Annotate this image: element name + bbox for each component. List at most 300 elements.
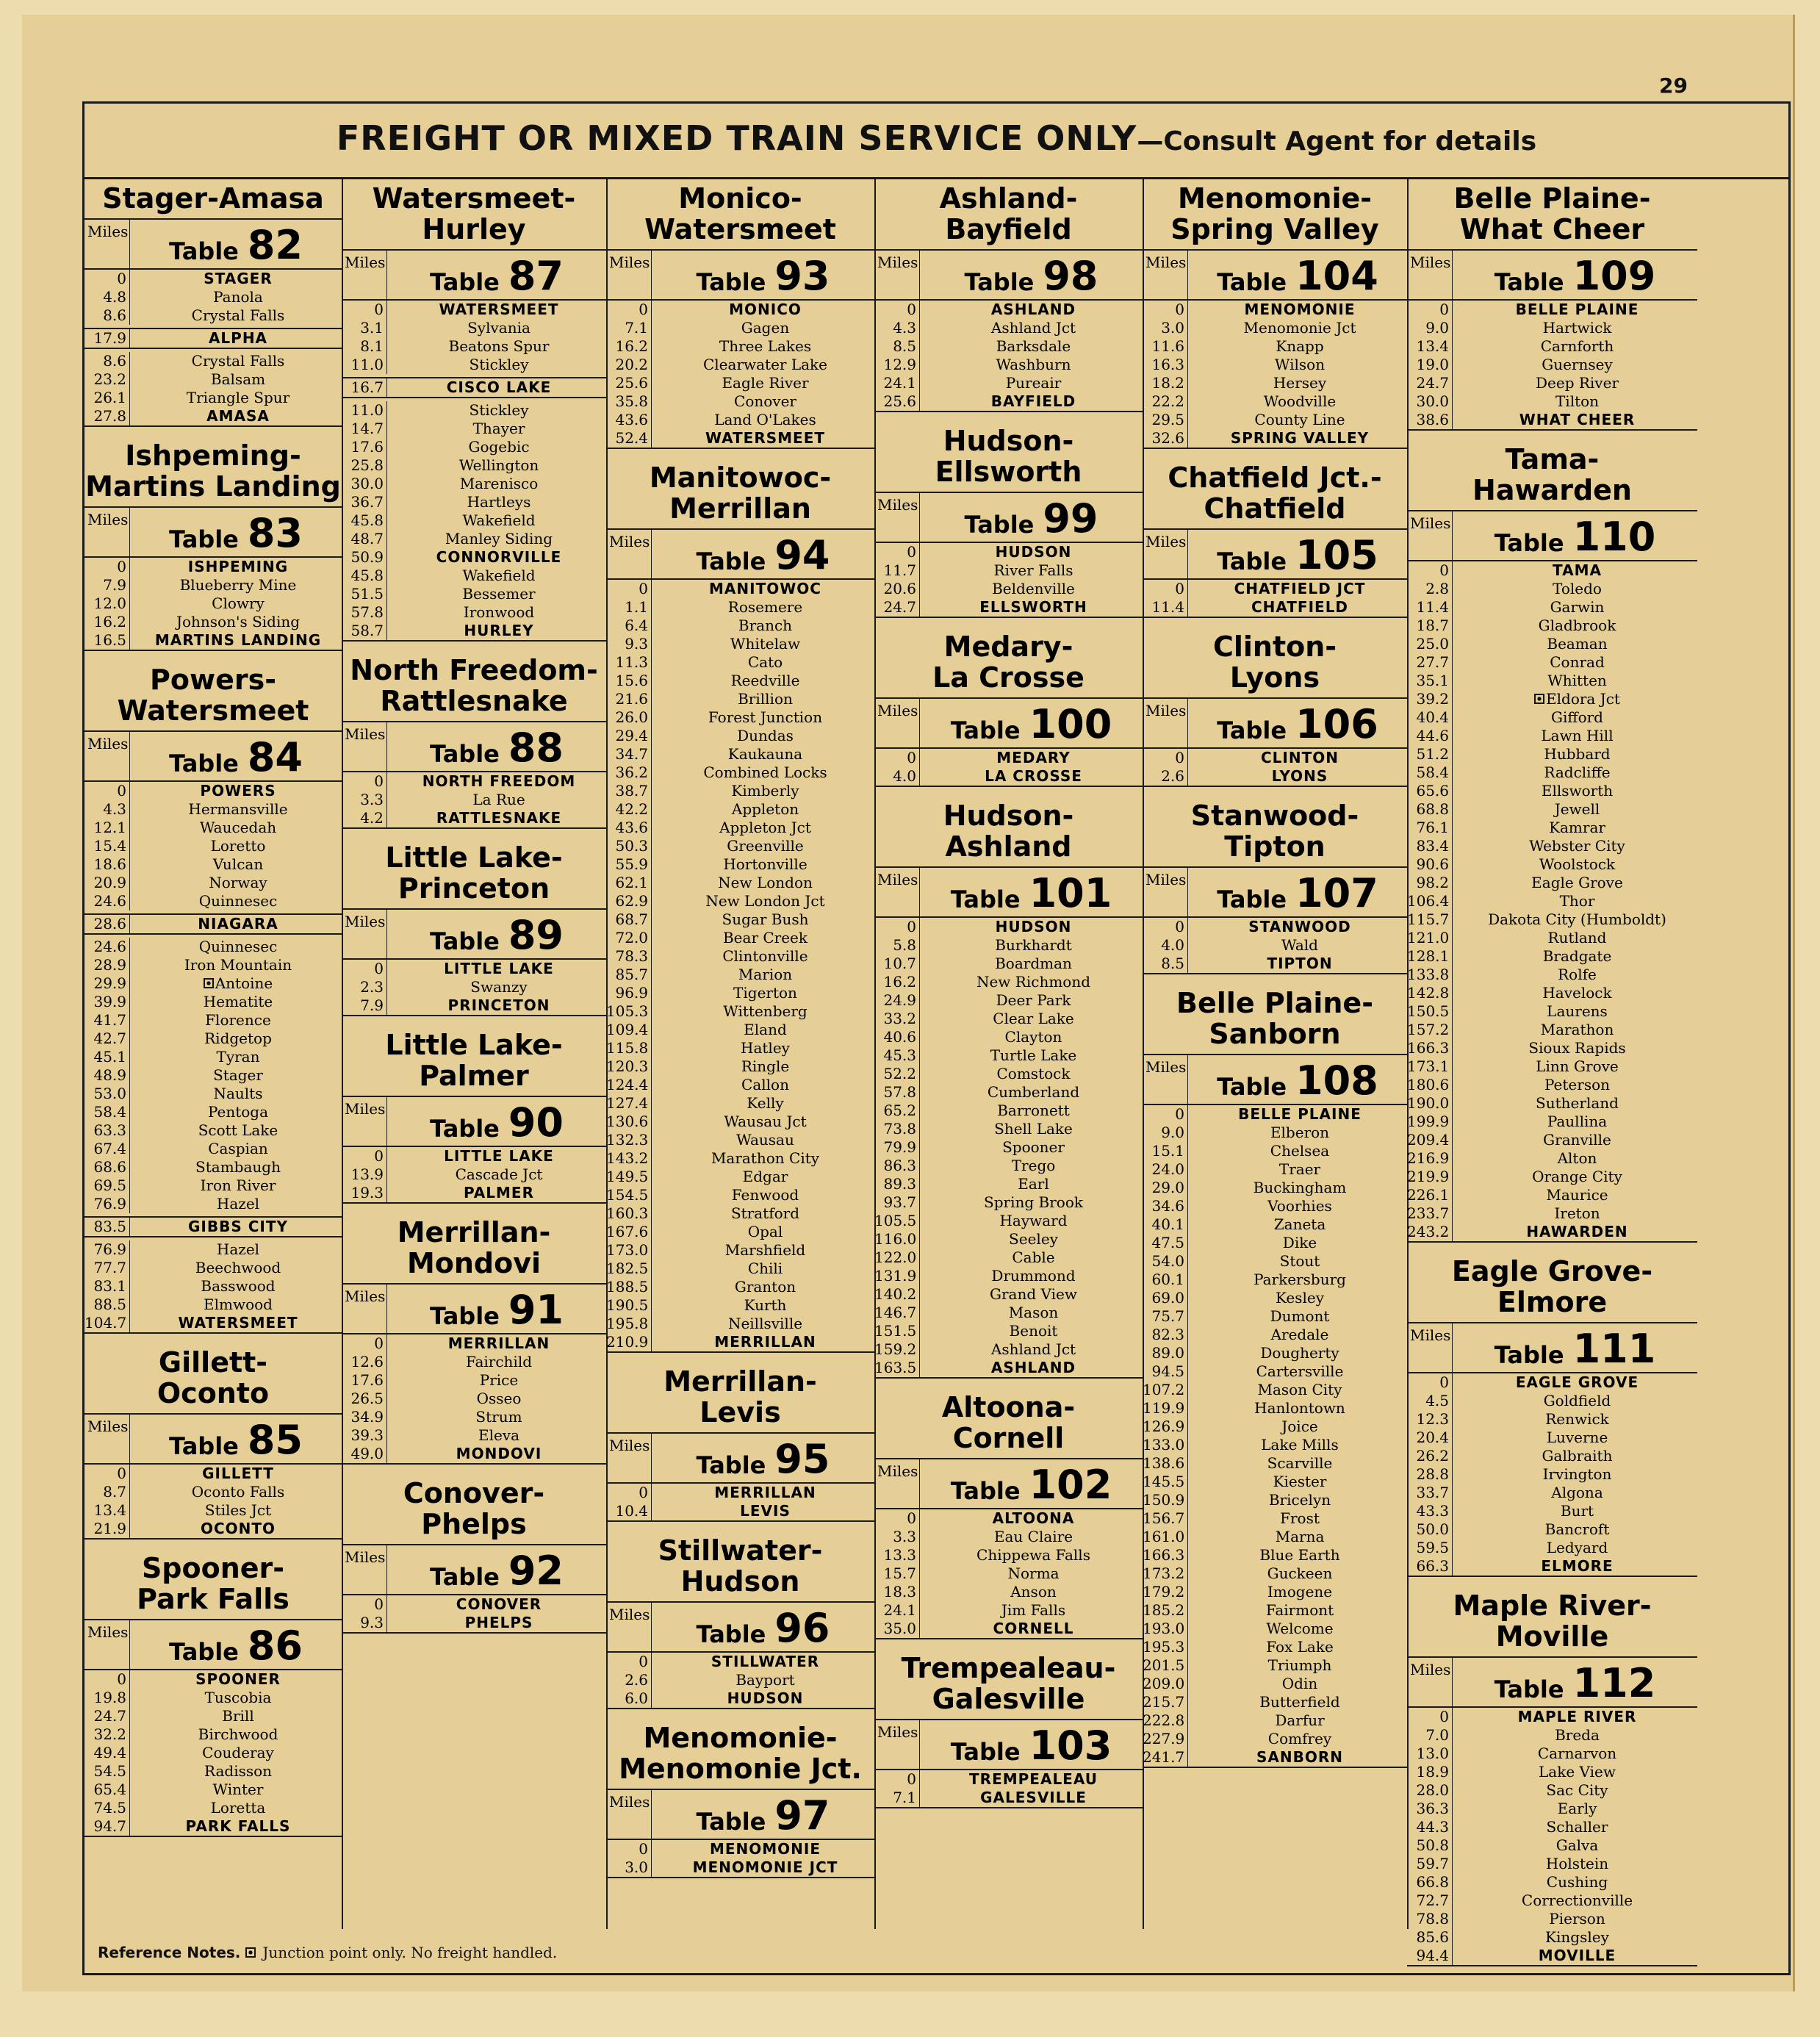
- station-name-cell: [130, 800, 342, 819]
- station-name: Eland: [744, 1021, 787, 1038]
- station-row: [606, 984, 874, 1002]
- station-name: Kurth: [744, 1296, 787, 1314]
- station-name: Tilton: [1555, 392, 1600, 410]
- station-row: [1407, 1502, 1697, 1520]
- station-name-cell: [920, 1359, 1143, 1377]
- station-miles: 34.6: [1143, 1197, 1188, 1215]
- table-word: Table: [429, 1302, 500, 1330]
- station-miles: 44.3: [1407, 1818, 1453, 1836]
- table-word: Table: [1217, 547, 1287, 575]
- station-name: ALTOONA: [992, 1509, 1075, 1527]
- station-miles: 115.7: [1407, 910, 1453, 929]
- station-row: [1407, 1186, 1697, 1204]
- table-word: Table: [429, 927, 500, 955]
- station-miles: 76.9: [84, 1195, 130, 1213]
- station-miles: 12.1: [84, 819, 130, 837]
- station-row: [606, 910, 874, 929]
- route-title-line: Park Falls: [137, 1583, 289, 1615]
- station-name: MONDOVI: [456, 1445, 542, 1462]
- station-name-cell: [1453, 966, 1697, 984]
- station-name-cell: [1453, 690, 1697, 708]
- route-table: [342, 177, 606, 642]
- station-name: Trego: [1011, 1157, 1056, 1174]
- station-list: [342, 960, 606, 1016]
- station-name-cell: [920, 1601, 1143, 1620]
- station-name-cell: [1453, 947, 1697, 966]
- station-name-cell: [1453, 1113, 1697, 1131]
- route-title-line: Palmer: [419, 1060, 529, 1092]
- station-name-cell: [1188, 337, 1407, 356]
- table-word: Table: [696, 547, 766, 575]
- station-name: Rutland: [1547, 929, 1607, 946]
- station-row: [342, 301, 606, 319]
- station-name-cell: [1453, 1947, 1697, 1965]
- route-table: [874, 794, 1143, 1379]
- station-row: [342, 438, 606, 456]
- station-name-cell: [652, 1333, 874, 1351]
- station-name-cell: [1188, 1197, 1407, 1215]
- station-name-cell: [1453, 1094, 1697, 1113]
- miles-header: Miles: [874, 1459, 920, 1508]
- station-row: [1407, 1836, 1697, 1855]
- station-name-cell: [387, 1595, 606, 1614]
- route-title-line: Ellsworth: [935, 456, 1082, 488]
- station-row: [1407, 1892, 1697, 1910]
- station-name: STAGER: [204, 270, 273, 287]
- station-row: [342, 1165, 606, 1184]
- station-row: [1143, 1142, 1407, 1160]
- station-miles: 0: [1143, 580, 1188, 598]
- station-name: AMASA: [206, 407, 270, 425]
- station-row: [874, 1528, 1143, 1546]
- station-name: GILLETT: [202, 1465, 274, 1482]
- station-name: Dakota City (Humboldt): [1488, 910, 1666, 928]
- station-name-cell: [652, 1204, 874, 1223]
- station-row: [1143, 411, 1407, 429]
- station-name: Eldora Jct: [1546, 690, 1620, 708]
- station-row: [1143, 1418, 1407, 1436]
- station-name-cell: [920, 973, 1143, 991]
- station-list: [1407, 561, 1697, 1243]
- station-name-cell: [652, 745, 874, 764]
- station-miles: 151.5: [874, 1322, 920, 1340]
- station-name: Kamrar: [1549, 819, 1605, 836]
- station-name: Pentoga: [207, 1103, 269, 1121]
- station-row: [1407, 947, 1697, 966]
- station-miles: 76.1: [1407, 819, 1453, 837]
- station-miles: 142.8: [1407, 984, 1453, 1002]
- station-row: [1407, 1708, 1697, 1726]
- table-word: Table: [950, 1477, 1021, 1505]
- station-name-cell: [1188, 1124, 1407, 1142]
- station-row: [874, 1230, 1143, 1249]
- station-name: Hortonville: [723, 855, 808, 873]
- route-title: [606, 1360, 874, 1428]
- station-name-cell: [387, 1445, 606, 1463]
- station-name-cell: [130, 594, 342, 613]
- station-row: [606, 1204, 874, 1223]
- station-name: Guernsey: [1542, 356, 1613, 373]
- route-table: [874, 625, 1143, 787]
- station-miles: 0: [606, 580, 652, 598]
- station-name: Cushing: [1546, 1873, 1608, 1891]
- station-name-cell: [1453, 727, 1697, 745]
- route-title-line: Phelps: [421, 1508, 527, 1540]
- station-miles: 75.7: [1143, 1307, 1188, 1326]
- table-number: 103: [1029, 1722, 1112, 1769]
- station-miles: 173.2: [1143, 1564, 1188, 1583]
- station-list: [606, 1840, 874, 1878]
- station-name-cell: [920, 1065, 1143, 1083]
- station-miles: 90.6: [1407, 855, 1453, 874]
- station-miles: 210.9: [606, 1333, 652, 1351]
- junction-point-icon: [1534, 694, 1544, 704]
- station-row: [606, 1278, 874, 1296]
- station-name-cell: [387, 567, 606, 585]
- station-name: Waucedah: [199, 819, 277, 836]
- station-name: Clayton: [1004, 1028, 1062, 1046]
- station-miles: 16.2: [874, 973, 920, 991]
- route-table: [606, 1360, 874, 1522]
- station-name: Fox Lake: [1266, 1638, 1334, 1656]
- station-row: [1407, 984, 1697, 1002]
- station-name: Frost: [1280, 1509, 1320, 1527]
- station-name: Callon: [741, 1076, 789, 1093]
- route-title-line: Watersmeet: [644, 213, 836, 245]
- station-row: [606, 301, 874, 319]
- station-name: Panola: [213, 288, 263, 306]
- station-row: [84, 855, 342, 874]
- station-row: [1407, 819, 1697, 837]
- route-title-line: Moville: [1495, 1620, 1609, 1653]
- station-miles: 50.3: [606, 837, 652, 855]
- route-title-line: Chatfield Jct.-: [1168, 461, 1382, 494]
- miles-header: Miles: [874, 251, 920, 299]
- station-row: [1407, 635, 1697, 653]
- station-miles: 68.7: [606, 910, 652, 929]
- station-miles: 32.2: [84, 1725, 130, 1744]
- station-miles: 0: [84, 270, 130, 288]
- station-miles: 0: [874, 1509, 920, 1528]
- station-row: [874, 918, 1143, 936]
- station-name: Goldfield: [1543, 1392, 1611, 1409]
- station-miles: 222.8: [1143, 1711, 1188, 1730]
- route-table: [84, 1547, 342, 1837]
- station-row: [606, 392, 874, 411]
- station-name: Maurice: [1546, 1186, 1608, 1204]
- station-miles: 6.4: [606, 617, 652, 635]
- station-name: Marathon City: [711, 1149, 820, 1167]
- station-list: [1407, 1708, 1697, 1966]
- station-name: Hubbard: [1544, 745, 1611, 763]
- station-miles: 21.6: [606, 690, 652, 708]
- station-miles: 156.7: [1143, 1509, 1188, 1528]
- station-name: Wausau Jct: [724, 1113, 807, 1130]
- station-name-cell: [130, 1103, 342, 1121]
- miles-header: Miles: [1407, 1658, 1453, 1706]
- route-table: [1407, 1584, 1697, 1966]
- station-name-cell: [1188, 319, 1407, 337]
- station-name: Galbraith: [1542, 1447, 1613, 1465]
- station-name: Benoit: [1009, 1322, 1058, 1340]
- station-row: [874, 1322, 1143, 1340]
- station-row: [84, 370, 342, 389]
- station-name: Fairmont: [1265, 1601, 1334, 1619]
- station-miles: 20.2: [606, 356, 652, 374]
- station-miles: 216.9: [1407, 1149, 1453, 1168]
- station-name-cell: [1453, 1057, 1697, 1076]
- station-name-cell: [920, 392, 1143, 411]
- station-name: Beatons Spur: [448, 337, 550, 355]
- station-name-cell: [387, 1614, 606, 1632]
- station-row: [1407, 1204, 1697, 1223]
- station-miles: 29.5: [1143, 411, 1188, 429]
- station-name: Dundas: [737, 727, 794, 744]
- station-row: [1407, 800, 1697, 819]
- station-name-cell: [130, 1048, 342, 1066]
- station-miles: 39.9: [84, 993, 130, 1011]
- station-row: [84, 800, 342, 819]
- miles-header: Miles: [606, 530, 652, 578]
- station-miles: 28.9: [84, 956, 130, 974]
- station-row: [606, 1502, 874, 1520]
- route-title: [1407, 438, 1697, 506]
- station-name: Odin: [1281, 1675, 1318, 1692]
- station-miles: 0: [606, 1840, 652, 1858]
- station-miles: 7.9: [84, 576, 130, 594]
- station-list: [342, 1334, 606, 1465]
- station-row: [874, 1249, 1143, 1267]
- station-name: Bayport: [735, 1671, 795, 1689]
- station-row: [84, 328, 342, 349]
- station-miles: 28.8: [1407, 1465, 1453, 1484]
- table-number-label: [652, 1790, 874, 1839]
- station-name: Barksdale: [996, 337, 1071, 355]
- station-miles: 20.9: [84, 874, 130, 892]
- station-name: Hartwick: [1542, 319, 1612, 337]
- station-miles: 28.0: [1407, 1781, 1453, 1800]
- station-miles: 209.4: [1407, 1131, 1453, 1149]
- station-name-cell: [387, 622, 606, 640]
- station-row: [1407, 1131, 1697, 1149]
- route-table: [606, 456, 874, 1353]
- station-miles: 209.0: [1143, 1675, 1188, 1693]
- station-row: [84, 782, 342, 800]
- station-name-cell: [652, 837, 874, 855]
- station-miles: 59.5: [1407, 1539, 1453, 1557]
- station-row: [874, 1157, 1143, 1175]
- station-miles: 50.9: [342, 548, 387, 567]
- station-row: [84, 288, 342, 306]
- station-name: Sioux Rapids: [1528, 1039, 1626, 1057]
- station-row: [606, 672, 874, 690]
- station-row: [84, 576, 342, 594]
- station-row: [606, 819, 874, 837]
- station-name-cell: [387, 1184, 606, 1202]
- station-name-cell: [130, 1520, 342, 1538]
- station-list: [874, 1509, 1143, 1639]
- station-name-cell: [1453, 1149, 1697, 1168]
- station-miles: 60.1: [1143, 1271, 1188, 1289]
- station-row: [606, 1021, 874, 1039]
- station-row: [606, 708, 874, 727]
- station-name: Comfrey: [1267, 1730, 1332, 1747]
- station-miles: 19.3: [342, 1184, 387, 1202]
- route-title: [1143, 456, 1407, 524]
- station-name: CISCO LAKE: [446, 378, 552, 396]
- table-number-label: [920, 1720, 1143, 1769]
- station-name: ASHLAND: [990, 1359, 1076, 1376]
- table-word: Table: [1217, 1073, 1287, 1101]
- station-name: BELLE PLAINE: [1238, 1105, 1362, 1123]
- table-header: [84, 1413, 342, 1465]
- station-name: Kingsley: [1545, 1928, 1609, 1946]
- table-word: Table: [696, 1451, 766, 1479]
- station-miles: 105.5: [874, 1212, 920, 1230]
- station-miles: 146.7: [874, 1304, 920, 1322]
- station-miles: 9.3: [606, 635, 652, 653]
- station-name: Cable: [1012, 1249, 1055, 1266]
- station-name-cell: [920, 1583, 1143, 1601]
- route-title: [874, 1386, 1143, 1454]
- route-table: [1143, 625, 1407, 787]
- station-name-cell: [1453, 1373, 1697, 1392]
- station-name: Clintonville: [722, 947, 808, 965]
- station-row: [342, 401, 606, 420]
- station-name: PARK FALLS: [185, 1817, 291, 1835]
- station-name-cell: [1188, 1234, 1407, 1252]
- station-miles: 45.3: [874, 1046, 920, 1065]
- station-miles: 25.6: [874, 392, 920, 411]
- station-miles: 24.7: [84, 1707, 130, 1725]
- station-miles: 3.0: [606, 1858, 652, 1877]
- table-word: Table: [429, 1115, 500, 1143]
- station-miles: 38.7: [606, 782, 652, 800]
- station-name: Wilson: [1274, 356, 1326, 373]
- station-row: [84, 819, 342, 837]
- station-miles: 227.9: [1143, 1730, 1188, 1748]
- route-title: [342, 177, 606, 245]
- station-row: [1143, 1583, 1407, 1601]
- station-miles: 20.6: [874, 580, 920, 598]
- station-miles: 4.0: [1143, 936, 1188, 955]
- station-name-cell: [652, 874, 874, 892]
- station-name-cell: [652, 708, 874, 727]
- table-number: 83: [247, 510, 303, 556]
- station-name-cell: [920, 767, 1143, 786]
- route-title-line: Hudson-: [943, 425, 1074, 457]
- station-miles: 74.5: [84, 1799, 130, 1817]
- station-miles: 13.4: [84, 1501, 130, 1520]
- station-name: Hermansville: [188, 800, 288, 818]
- station-name: Boardman: [995, 955, 1072, 972]
- station-name: Stickley: [469, 401, 529, 419]
- station-name: Vulcan: [212, 855, 264, 873]
- station-miles: 24.1: [874, 374, 920, 392]
- station-name-cell: [130, 1501, 342, 1520]
- station-name: Ashland Jct: [990, 319, 1076, 337]
- station-row: [84, 1103, 342, 1121]
- station-row: [84, 594, 342, 613]
- station-name-cell: [920, 1509, 1143, 1528]
- station-miles: 26.0: [606, 708, 652, 727]
- station-name-cell: [920, 1028, 1143, 1046]
- station-name: Crystal Falls: [191, 306, 285, 324]
- station-name-cell: [1188, 1142, 1407, 1160]
- station-miles: 121.0: [1407, 929, 1453, 947]
- table-header: [874, 1719, 1143, 1770]
- station-miles: 76.9: [84, 1240, 130, 1259]
- station-name-cell: [1453, 1726, 1697, 1745]
- station-name-cell: [130, 1296, 342, 1314]
- station-name-cell: [652, 727, 874, 745]
- station-miles: 50.0: [1407, 1520, 1453, 1539]
- station-miles: 26.5: [342, 1390, 387, 1408]
- station-row: [1143, 1326, 1407, 1344]
- station-miles: 219.9: [1407, 1168, 1453, 1186]
- route-table: [1407, 177, 1697, 431]
- station-name: Tuscobia: [204, 1689, 272, 1706]
- route-title-line: Stillwater-: [658, 1534, 823, 1567]
- station-name-cell: [1188, 1436, 1407, 1454]
- station-miles: 39.2: [1407, 690, 1453, 708]
- station-row: [342, 960, 606, 978]
- station-row: [1407, 745, 1697, 764]
- station-row: [606, 319, 874, 337]
- station-name: HUDSON: [995, 543, 1072, 561]
- station-miles: 195.3: [1143, 1638, 1188, 1656]
- station-miles: 159.2: [874, 1340, 920, 1359]
- station-name-cell: [130, 288, 342, 306]
- station-row: [606, 837, 874, 855]
- table-word: Table: [964, 511, 1035, 539]
- station-name: Whitten: [1547, 672, 1607, 689]
- station-name: Peterson: [1544, 1076, 1610, 1093]
- station-row: [342, 567, 606, 585]
- station-name-cell: [1188, 767, 1407, 786]
- station-name: Washburn: [996, 356, 1071, 373]
- station-name: Gagen: [741, 319, 790, 337]
- station-name: Carnarvon: [1537, 1745, 1617, 1762]
- table-number: 85: [247, 1417, 303, 1463]
- station-name: Guckeen: [1267, 1564, 1333, 1582]
- station-miles: 0: [1143, 301, 1188, 319]
- station-miles: 94.7: [84, 1817, 130, 1836]
- station-name: CHATFIELD: [1251, 598, 1349, 616]
- station-name-cell: [920, 301, 1143, 319]
- station-name: Cumberland: [987, 1083, 1080, 1101]
- station-name-cell: [652, 800, 874, 819]
- station-name-cell: [1453, 1447, 1697, 1465]
- table-number-label: [387, 1545, 606, 1594]
- station-name: Ashland Jct: [990, 1340, 1076, 1358]
- station-name: MONICO: [729, 301, 802, 318]
- table-header: [874, 492, 1143, 543]
- station-row: [1407, 392, 1697, 411]
- junction-point-icon: [245, 1947, 256, 1958]
- station-miles: 163.5: [874, 1359, 920, 1377]
- station-name: Conover: [734, 392, 796, 410]
- station-name: Wittenberg: [723, 1002, 808, 1020]
- table-word: Table: [964, 268, 1035, 296]
- station-row: [84, 938, 342, 956]
- route-table: [84, 434, 342, 651]
- station-name: Butterfield: [1259, 1693, 1340, 1711]
- station-name: Sugar Bush: [722, 910, 809, 928]
- station-name-cell: [1188, 1307, 1407, 1326]
- station-name: SPOONER: [195, 1670, 281, 1688]
- table-number: 108: [1295, 1057, 1378, 1104]
